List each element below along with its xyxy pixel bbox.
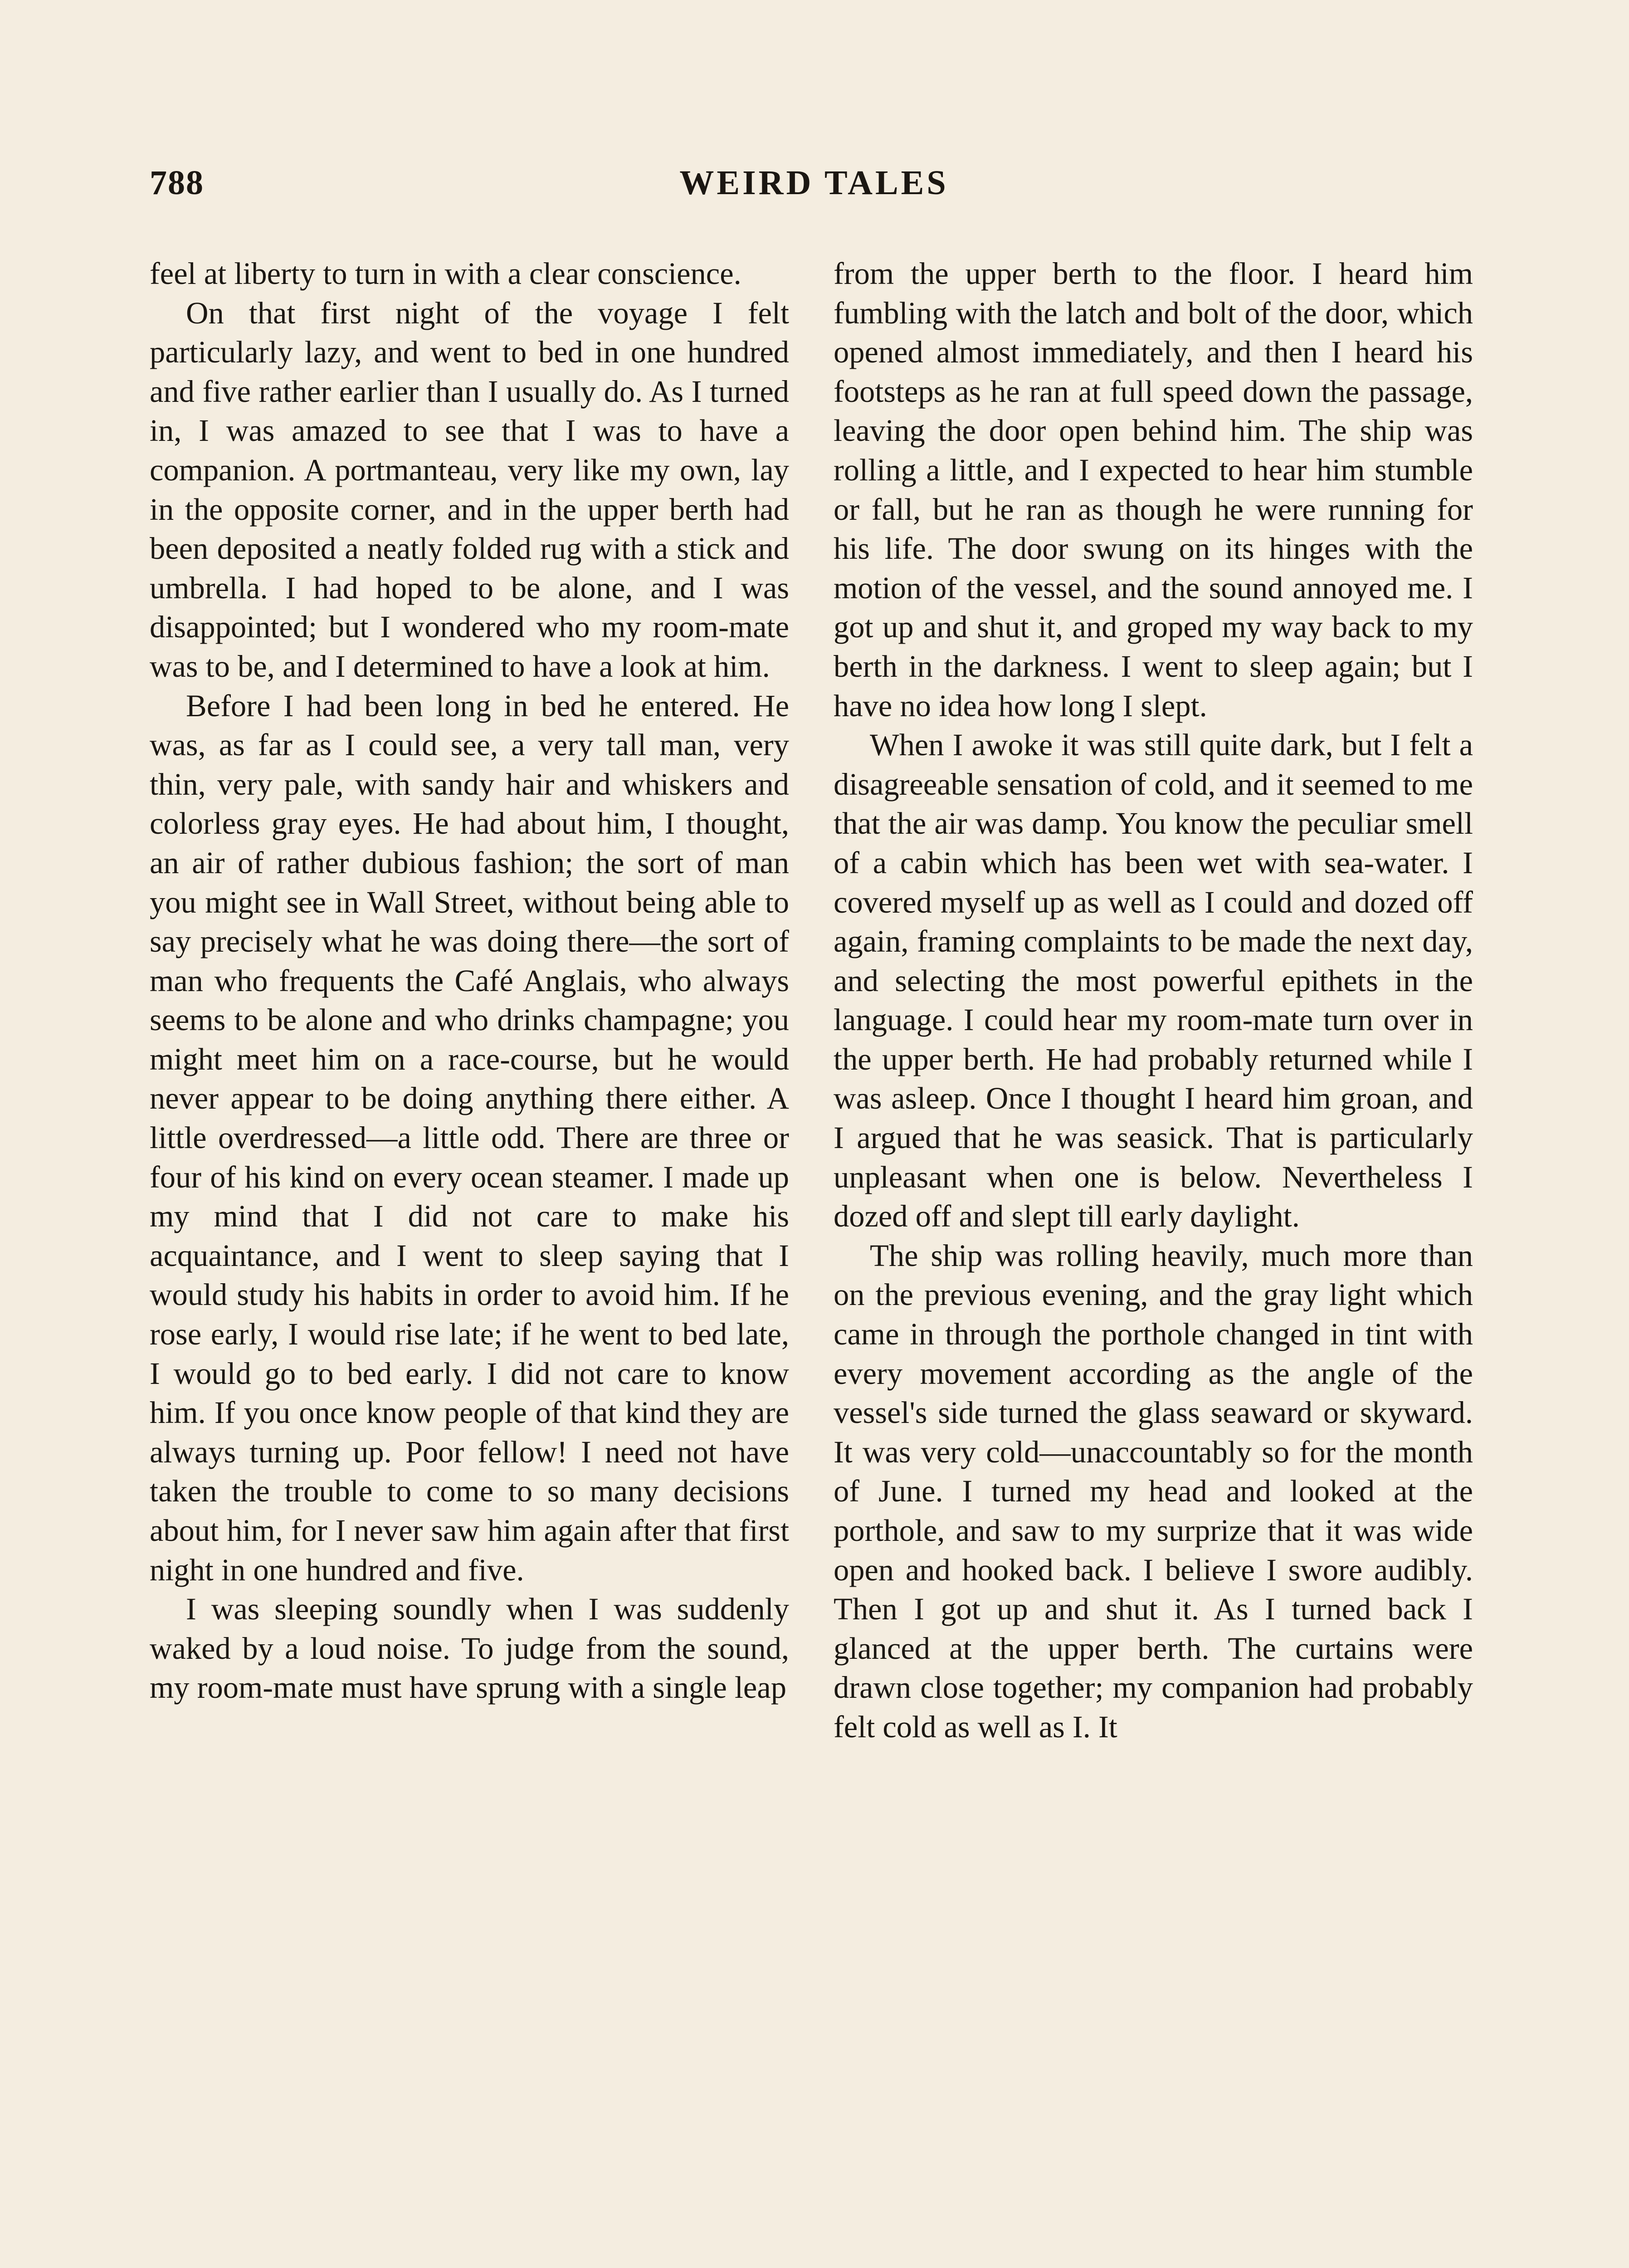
running-title: WEIRD TALES [679, 164, 949, 202]
paragraph: I was sleeping soundly when I was suddenly waked by a loud noise. To judge from the sound, my room-mate must have sprung with a single leap [150, 1592, 789, 1705]
paragraph: Before I had been long in bed he entered. He was, as far as I could see, a very tall man, very thin, very pale, with sandy hair and whiskers and colorless gray eyes. He had about him, I thought, an air of rather dubious fashion; the sort of man you might see in Wall Street, without being able to say precisely what he was doing there—the sort of man who frequents the Café Anglais, who always seems to be alone and who drinks champagne; you might meet him on a race-course, but he would never appear to be doing anything there either. A little overdressed—a little odd. There are three or four of his kind on every ocean steamer. I made up my mind that I did not care to make his acquaintance, and I went to sleep saying that I would study his habits in order to avoid him. If he rose early, I would rise late; if he went to bed late, I would go to bed early. I did not care to know him. If you once know people of that kind they are always turning up. Poor fellow! I need not have taken the trouble to come to so many decisions about him, for I never saw him again after that first night in one hundred and five. [150, 688, 789, 1587]
page-header [150, 163, 1478, 218]
paragraph: When I awoke it was still quite dark, but I felt a disagreeable sensation of cold, and it seemed to me that the air was damp. You know the peculiar smell of a cabin which has been wet with sea-water. I covered myself up as well as I could and dozed off again, framing complaints to be made the next day, and selecting the most powerful epithets in the language. I could hear my room-mate turn over in the upper berth. He had probably returned while I was asleep. Once I thought I heard him groan, and I argued that he was seasick. That is particularly unpleasant when one is below. Nevertheless I dozed off and slept till early daylight. [834, 728, 1473, 1234]
paragraph: On that first night of the voyage I felt particularly lazy, and went to bed in one hundred and five rather earlier than I usually do. As I turned in, I was amazed to see that I was to have a companion. A portmanteau, very like my own, lay in the opposite corner, and in the upper berth had been deposited a neatly folded rug with a stick and umbrella. I had hoped to be alone, and I was disappointed; but I wondered who my room-mate was to be, and I determined to have a look at him. [150, 295, 789, 684]
paragraph: The ship was rolling heavily, much more than on the previous evening, and the gray light which came in through the porthole changed in tint with every movement according as the angle of the vessel's side turned the glass seaward or skyward. It was very cold—unaccountably so for the month of June. I turned my head and looked at the porthole, and saw to my surprize that it was wide open and hooked back. I believe I swore audibly. Then I got up and shut it. As I turned back I glanced at the upper berth. The curtains were drawn close together; my companion had probably felt cold as well as I. It [834, 1238, 1473, 1744]
paragraph: from the upper berth to the floor. I heard him fumbling with the latch and bolt of the door, which opened almost immediately, and then I heard his footsteps as he ran at full speed down the passage, leaving the door open behind him. The ship was rolling a little, and I expected to hear him stumble or fall, but he ran as though he were running for his life. The door swung on its hinges with the motion of the vessel, and the sound annoyed me. I got up and shut it, and groped my way back to my berth in the darkness. I went to sleep again; but I have no idea how long I slept. [834, 256, 1473, 723]
paragraph: feel at liberty to turn in with a clear conscience. [150, 256, 741, 291]
page-number: 788 [150, 164, 204, 202]
right-column [834, 254, 1473, 1747]
left-column [150, 254, 789, 1707]
